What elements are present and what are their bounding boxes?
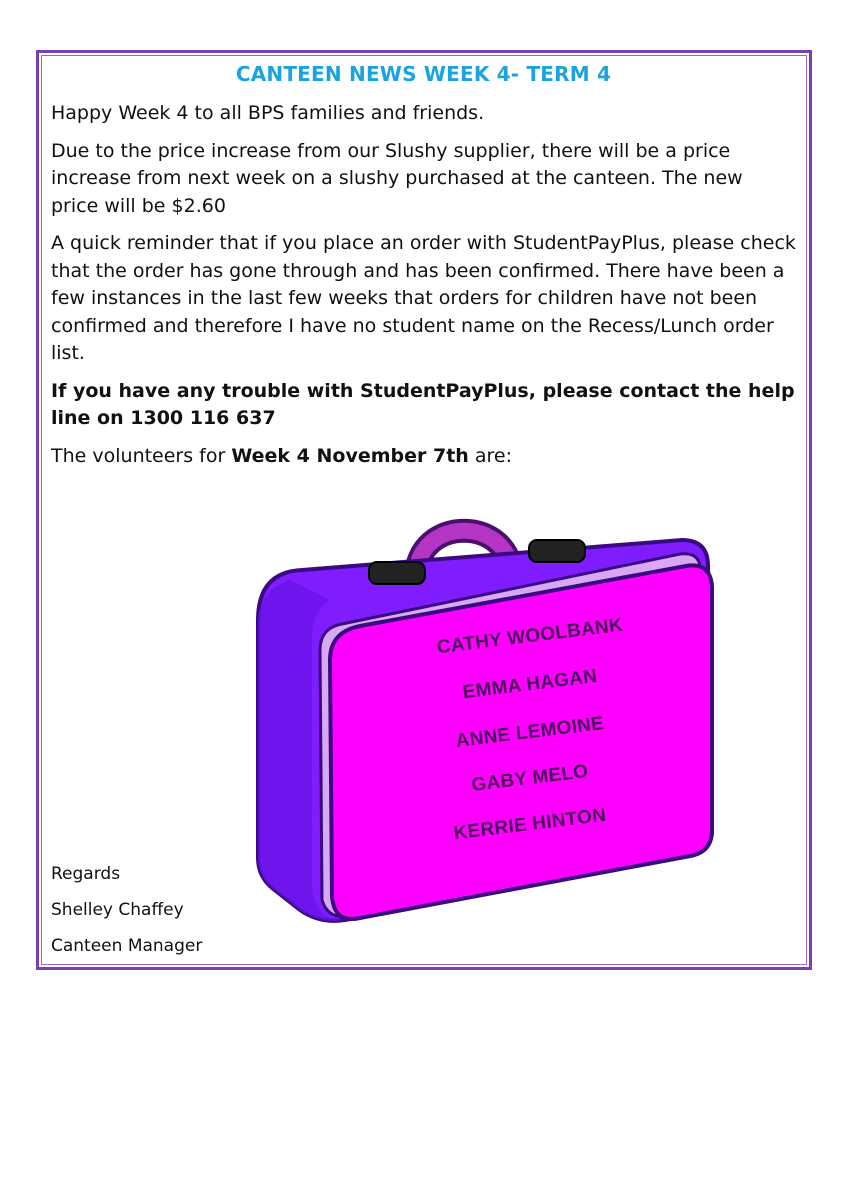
price-paragraph: Due to the price increase from our Slushy supplier, there will be a price increase from next week on a slushy purchased at the canteen. The new price will be $2.60 (51, 139, 743, 217)
volunteer-names (380, 612, 680, 852)
volunteers-week: Week 4 November 7th (231, 444, 469, 467)
closing-role: Canteen Manager (51, 936, 203, 956)
newsletter-content (51, 62, 796, 480)
page-title: CANTEEN NEWS WEEK 4- TERM 4 (235, 62, 612, 86)
help-paragraph: If you have any trouble with StudentPayPlus, please contact the help line on 1300 116 637 (51, 379, 795, 429)
greeting-paragraph: Happy Week 4 to all BPS families and friends. (51, 102, 485, 124)
reminder-paragraph: A quick reminder that if you place an order with StudentPayPlus, please check that the order has gone through and has been confirmed. There have been a few instances in the last few weeks that orders for children have not been confirmed and therefore I have no student name on the Recess/Lunch order list. (51, 232, 796, 364)
volunteer-name: EMMA HAGAN (461, 665, 599, 704)
volunteer-name: KERRIE HINTON (452, 804, 608, 845)
volunteers-prefix: The volunteers for (51, 444, 232, 467)
closing-regards: Regards (51, 864, 121, 884)
volunteers-intro (51, 443, 796, 471)
volunteer-name: GABY MELO (470, 760, 590, 797)
volunteer-name: ANNE LEMOINE (454, 712, 606, 753)
volunteer-name: CATHY WOOLBANK (435, 614, 625, 659)
volunteers-suffix: are: (468, 444, 512, 467)
closing-signature-name: Shelley Chaffey (51, 900, 184, 920)
